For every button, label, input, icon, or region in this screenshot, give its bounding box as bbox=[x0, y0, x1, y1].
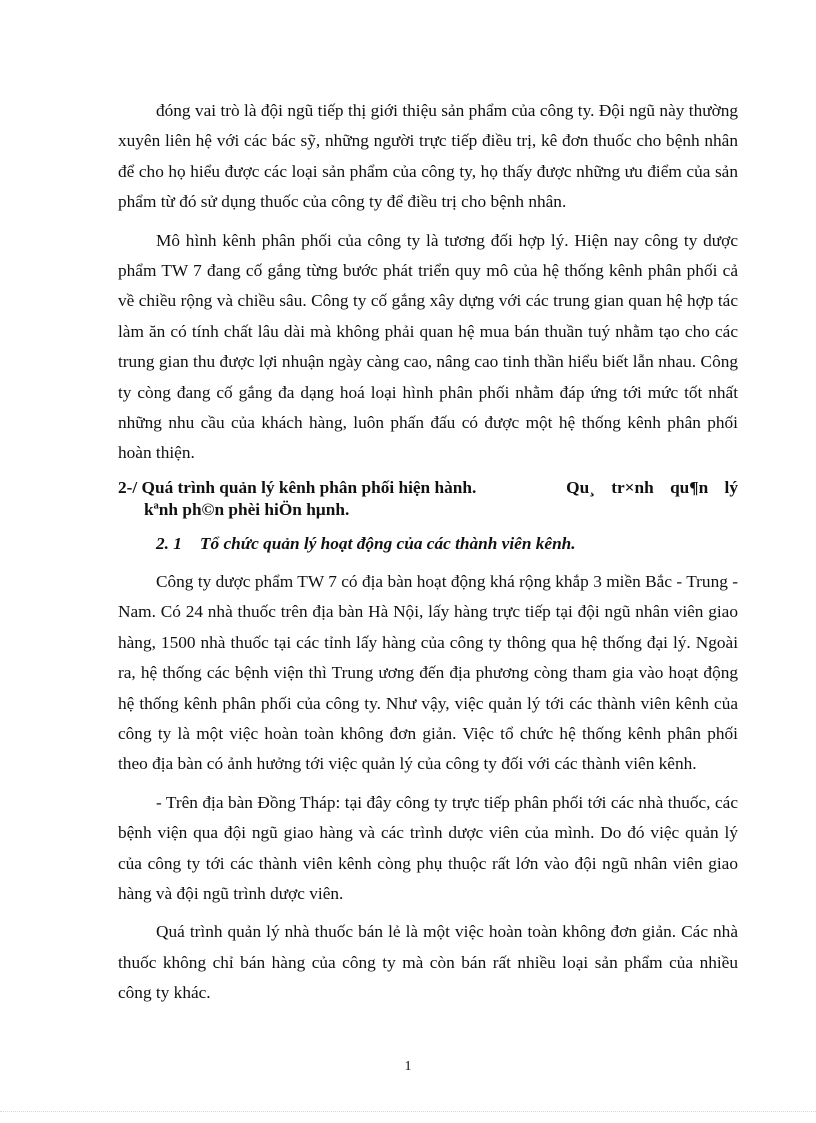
section-heading-2-line1 bbox=[118, 477, 738, 499]
page-number: 1 bbox=[404, 1059, 412, 1074]
paragraph-3: Công ty dược phẩm TW 7 có địa bàn hoạt động khá rộng khắp 3 miền Bắc - Trung - Nam. Có 24 nhà thuốc trên địa bàn Hà Nội, lấy hàng trực tiếp tại đội ngũ nhân viên giao hàng, 1500 nhà thuốc tại các tỉnh lấy hàng của công ty thông qua hệ thống đại lý. Ngoài ra, hệ thống các bệnh viện thì Trung ương đến địa phương còng tham gia vào hoạt động hệ thống kênh phân phối của công ty. Như vậy, việc quản lý tới các thành viên kênh của công ty là một việc hoàn toàn không đơn giản. Việc tổ chức hệ thống kênh phân phối theo địa bàn có ảnh hưởng tới việc quản lý của công ty đối với các thành viên kênh. bbox=[118, 571, 738, 774]
subsection-number: 2. 1 bbox=[156, 533, 182, 553]
section-heading-2-title: 2-/ Quá trình quản lý kênh phân phối hiện hành. bbox=[118, 477, 477, 497]
subsection-title: Tổ chức quản lý hoạt động của các thành viên kênh. bbox=[199, 533, 576, 553]
paragraph-1: đóng vai trò là đội ngũ tiếp thị giới thiệu sản phẩm của công ty. Đội ngũ này thường xuyên liên hệ với các bác sỹ, những người trực tiếp điều trị, kê đơn thuốc cho bệnh nhân để cho họ hiểu được các loại sản phẩm của công ty, họ thấy được những ưu điểm của sản phẩm từ đó sử dụng thuốc của công ty để điều trị cho bệnh nhân. bbox=[118, 101, 738, 212]
paragraph-2: Mô hình kênh phân phối của công ty là tương đối hợp lý. Hiện nay công ty dược phẩm TW 7 đang cố gắng từng bước phát triển quy mô của hệ thống kênh phân phối cả về chiều rộng và chiều sâu. Công ty cố gắng xây dựng với các trung gian quan hệ hợp tác làm ăn có tính chất lâu dài mà không phải quan hệ mua bán thuần tuý nhằm tạo cho các trung gian thu được lợi nhuận ngày càng cao, nâng cao tinh thần hiểu biết lẫn nhau. Công ty còng đang cố gắng đa dạng hoá loại hình phân phối nhằm đáp ứng tới mức tốt nhất những nhu cầu của khách hàng, luôn phấn đấu có được một hệ thống kênh phân phối hoàn thiện. bbox=[118, 230, 738, 463]
section-heading-2-garbled: Qu¸ tr×nh qu¶n lý bbox=[566, 477, 738, 497]
page-bottom-divider bbox=[0, 1111, 816, 1112]
section-heading-2-line2: kªnh ph©n phèi hiÖn hµnh. bbox=[144, 499, 350, 519]
subsection-heading-2-1 bbox=[118, 529, 738, 559]
body-text bbox=[118, 96, 738, 1009]
section-heading-2 bbox=[118, 477, 738, 521]
paragraph-4: - Trên địa bàn Đồng Tháp: tại đây công ty trực tiếp phân phối tới các nhà thuốc, các bệnh viện qua đội ngũ giao hàng và các trình dược viên của mình. Do đó việc quản lý của công ty tới các thành viên kênh còng phụ thuộc rất lớn vào đội ngũ nhân viên giao hàng và đội ngũ trình dược viên. bbox=[118, 792, 738, 903]
paragraph-5: Quá trình quản lý nhà thuốc bán lẻ là một việc hoàn toàn không đơn giản. Các nhà thuốc không chỉ bán hàng của công ty mà còn bán rất nhiều loại sản phẩm của nhiều công ty khác. bbox=[118, 922, 738, 1003]
